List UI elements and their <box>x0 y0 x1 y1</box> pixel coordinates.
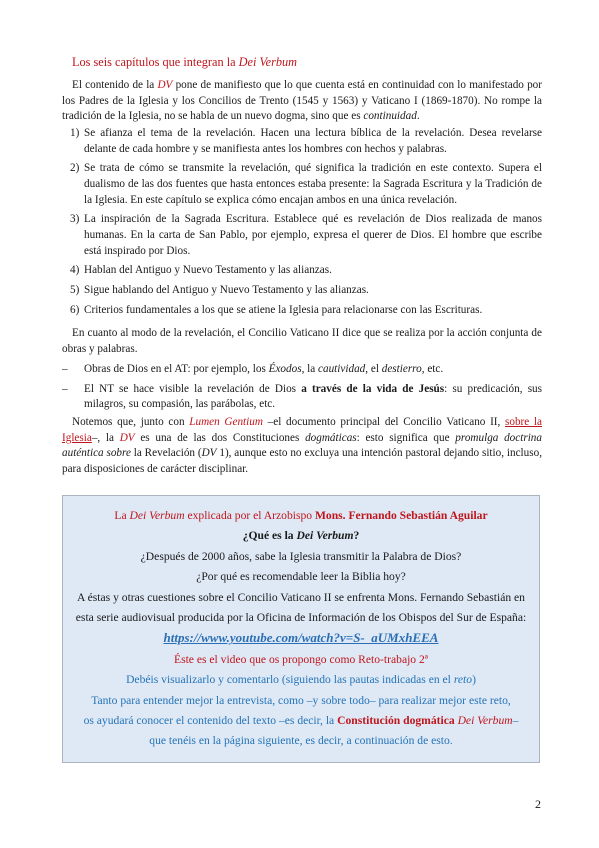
youtube-link[interactable]: https://www.youtube.com/watch?v=S-_aUMxhEEA <box>163 630 439 646</box>
box-instruction: os ayudará conocer el contenido del texto –es decir, la Constitución dogmática Dei Verbum– <box>83 714 519 728</box>
page-number: 2 <box>535 797 541 811</box>
list-item: 3) La inspiración de la Sagrada Escritura. Establece qué es revelación de Dios realizada de manos humanas. En la carta de San Pablo, por ejemplo, expresa el querer de Dios. El hombre que escribe está inspirado por Dios. <box>70 213 542 257</box>
list-item: 5) Sigue hablando del Antiguo y Nuevo Testamento y las alianzas. <box>70 284 369 297</box>
list-item: 6) Criterios fundamentales a los que se atiene la Iglesia para relacionarse con las Escrituras. <box>70 303 483 316</box>
mode-paragraph: En cuanto al modo de la revelación, el Concilio Vaticano II dice que se realiza por la acción conjunta de obras y palabras. <box>62 327 542 355</box>
section-title: Los seis capítulos que integran la Dei Verbum <box>72 55 298 69</box>
list-item: 2) Se trata de cómo se transmite la revelación, qué significa la tradición en este contexto. Supera el dualismo de las dos fuentes que hasta entonces estaba presente: la Sagrada Escritura y la Tradición de la Iglesia. En este capítulo se explica cómo encajan ambos en una única revelación. <box>70 162 542 206</box>
notemos-paragraph: Notemos que, junto con Lumen Gentium –el documento principal del Concilio Vaticano II, sobre la Iglesia–, la DV es una de las dos Constituciones dogmáticas: esto significa que promulga doctrina auténtica sobre la Revelación (DV 1), aunque esto no excluya una intención pastoral dejando sitio, incluso, para disposiciones de carácter disciplinar. <box>62 416 543 475</box>
list-item: 1) Se afianza el tema de la revelación. Hacen una lectura bíblica de la revelación. Desea revelarse delante de cada hombre y se manifiesta antes los hombres con hechos y palabras. <box>70 127 542 155</box>
list-item: 4) Hablan del Antiguo y Nuevo Testamento y las alianzas. <box>70 264 332 277</box>
list-item: – Obras de Dios en el AT: por ejemplo, los Éxodos, la cautividad, el destierro, etc. <box>62 363 444 375</box>
box-instruction: Tanto para entender mejor la entrevista, como –y sobre todo– para realizar mejor este reto, <box>91 693 511 707</box>
box-question-2: ¿Después de 2000 años, sabe la Iglesia transmitir la Palabra de Dios? <box>140 549 462 563</box>
video-info-box <box>62 495 540 763</box>
box-instruction: Debéis visualizarlo y comentarlo (siguiendo las pautas indicadas en el reto) <box>126 673 476 687</box>
chapters-list <box>62 126 542 323</box>
revelation-list <box>62 362 542 417</box>
reto-line: Éste es el video que os propongo como Reto-trabajo 2ª <box>173 652 428 666</box>
sobre-la-iglesia-link[interactable]: sobre la Iglesia <box>62 416 543 444</box>
intro-paragraph: El contenido de la DV pone de manifiesto que lo que cuenta está en continuidad con lo manifestado por los Padres de la Iglesia y los Concilios de Trento (1545 y 1563) y Vaticano I (1869-1870). No rompe la tradición de la Iglesia, no se habla de un nuevo dogma, sino que es continuidad. <box>62 79 542 123</box>
list-item: – El NT se hace visible la revelación de Dios a través de la vida de Jesús: su predicación, sus milagros, su compasión, las parábolas, etc. <box>62 382 542 411</box>
box-question-1: ¿Qué es la Dei Verbum? <box>242 529 360 543</box>
box-instruction: que tenéis en la página siguiente, es decir, a continuación de esto. <box>149 734 453 748</box>
box-question-3: ¿Por qué es recomendable leer la Biblia hoy? <box>196 570 406 584</box>
box-text-line: A éstas y otras cuestiones sobre el Concilio Vaticano II se enfrenta Mons. Fernando Sebastián en <box>77 590 525 604</box>
box-text-line: esta serie audiovisual producida por la Oficina de Información de los Obispos del Sur de España: <box>75 611 527 625</box>
box-heading: La Dei Verbum explicada por el Arzobispo Mons. Fernando Sebastián Aguilar <box>114 509 488 522</box>
